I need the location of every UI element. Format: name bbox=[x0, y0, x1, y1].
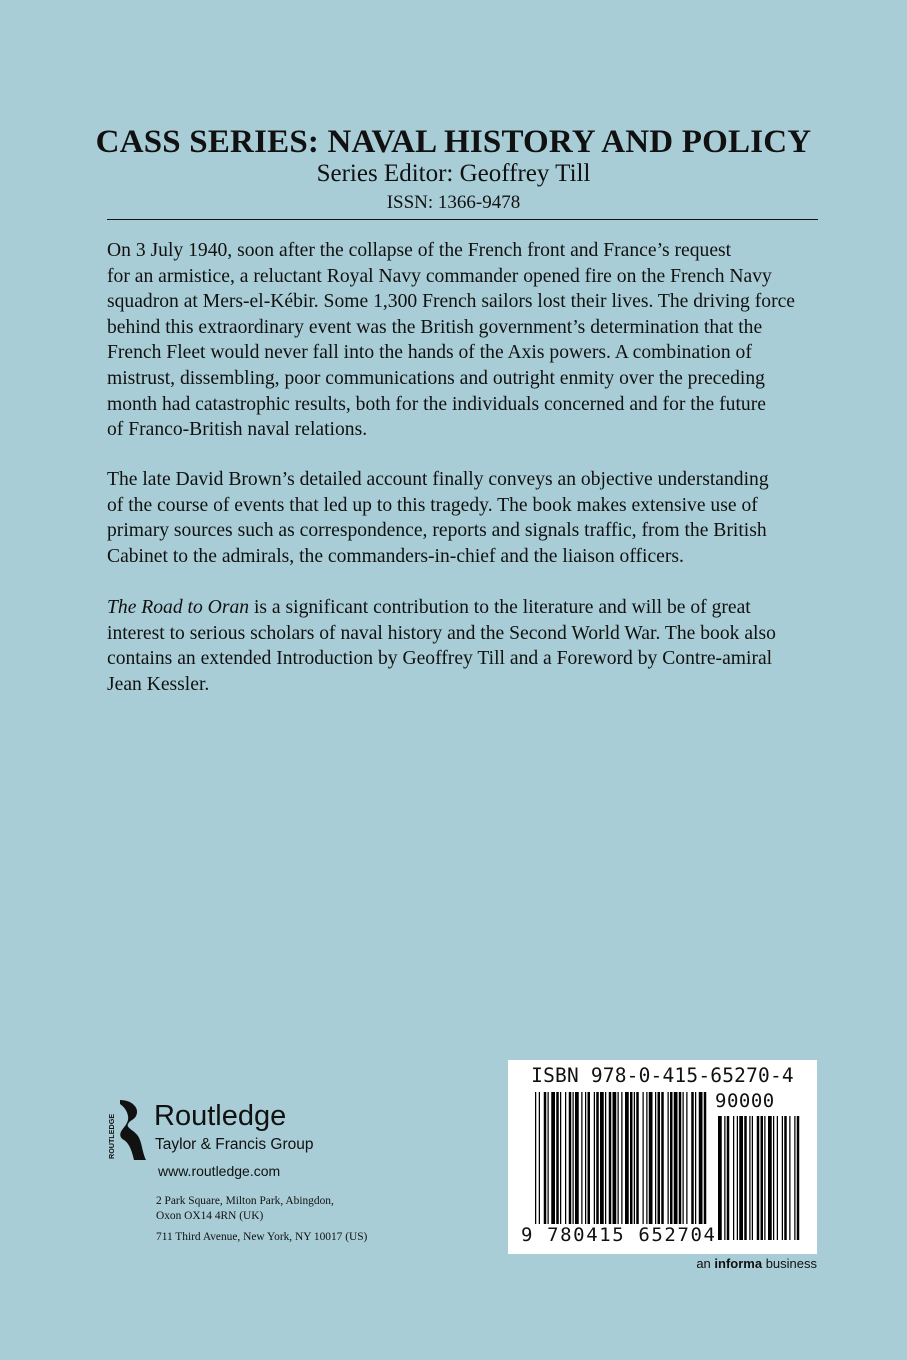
blurb-paragraph-2 bbox=[107, 467, 827, 569]
barcode-bar bbox=[621, 1092, 622, 1242]
barcode-bar bbox=[695, 1092, 696, 1226]
barcode-bar bbox=[737, 1116, 738, 1240]
barcode-bar bbox=[634, 1092, 635, 1226]
barcode-bar bbox=[752, 1116, 753, 1240]
barcode-bar bbox=[782, 1116, 783, 1240]
barcode-bar bbox=[625, 1092, 629, 1226]
barcode-bar bbox=[739, 1116, 743, 1240]
barcode-bar bbox=[789, 1116, 790, 1240]
barcode-digits: 9 780415 652704 bbox=[521, 1224, 717, 1246]
barcode-bar bbox=[768, 1116, 772, 1240]
barcode-bar bbox=[605, 1092, 606, 1226]
barcode-bar bbox=[661, 1092, 664, 1226]
barcode-bar bbox=[773, 1116, 774, 1240]
barcode-bar bbox=[658, 1092, 661, 1226]
barcode-bar bbox=[794, 1116, 795, 1240]
barcode-bar bbox=[668, 1092, 669, 1226]
barcode-bar bbox=[569, 1092, 572, 1226]
barcode-bar bbox=[744, 1116, 747, 1240]
barcode-bar bbox=[733, 1116, 734, 1240]
blurb-paragraph-3 bbox=[107, 595, 827, 697]
series-editor: Series Editor: Geoffrey Till bbox=[316, 160, 591, 187]
barcode-bar bbox=[718, 1116, 722, 1240]
blurb-line: primary sources such as correspondence, reports and signals traffic, from the British bbox=[107, 520, 767, 542]
barcode-bar bbox=[683, 1092, 684, 1226]
barcode-bar bbox=[686, 1092, 687, 1226]
publisher-address-us: 711 Third Avenue, New York, NY 10017 (US) bbox=[156, 1231, 368, 1243]
barcode-bar bbox=[575, 1092, 579, 1226]
publisher-name: Routledge bbox=[154, 1100, 287, 1132]
blurb-line: of the course of events that led up to this tragedy. The book makes extensive use of bbox=[107, 494, 758, 516]
barcode-bar bbox=[727, 1116, 730, 1240]
publisher-group: Taylor & Francis Group bbox=[155, 1136, 314, 1153]
blurb-line-text: is a significant contribution to the literature and will be of great bbox=[249, 597, 751, 618]
blurb-line: Cabinet to the admirals, the commanders-in-chief and the liaison officers. bbox=[107, 545, 684, 567]
blurb-line: behind this extraordinary event was the British government’s determination that the bbox=[107, 316, 763, 338]
barcode-bar bbox=[594, 1092, 595, 1226]
isbn-label: ISBN 978-0-415-65270-4 bbox=[531, 1064, 794, 1087]
barcode-bar bbox=[636, 1092, 639, 1226]
barcode-bar bbox=[704, 1092, 707, 1242]
blurb-line: mistrust, dissembling, poor communications and outright enmity over the preceding bbox=[107, 367, 765, 389]
blurb-paragraph-1 bbox=[107, 238, 827, 443]
barcode-bar bbox=[724, 1116, 725, 1240]
barcode-bar bbox=[588, 1092, 591, 1226]
blurb-line: contains an extended Introduction by Geoffrey Till and a Foreword by Contre-amiral bbox=[107, 648, 773, 670]
barcode-bar bbox=[613, 1092, 617, 1226]
barcode-bar bbox=[581, 1092, 582, 1226]
header-divider bbox=[107, 219, 818, 220]
barcode-bar bbox=[749, 1116, 750, 1240]
barcode-bar bbox=[556, 1092, 559, 1226]
blurb-line: French Fleet would never fall into the hands of the Axis powers. A combination of bbox=[107, 342, 752, 364]
publisher-address-uk bbox=[156, 1194, 334, 1224]
series-issn: ISSN: 1366-9478 bbox=[386, 192, 521, 213]
blurb-line: squadron at Mers-el-Kébir. Some 1,300 French sailors lost their lives. The driving force bbox=[107, 291, 795, 313]
blurb-line: of Franco-British naval relations. bbox=[107, 419, 368, 441]
barcode-bar bbox=[797, 1116, 800, 1240]
barcode-bar bbox=[573, 1092, 574, 1226]
barcode-bar bbox=[539, 1092, 540, 1242]
barcode-bar bbox=[600, 1092, 604, 1226]
barcode-bar bbox=[674, 1092, 678, 1226]
barcode-bar bbox=[535, 1092, 536, 1242]
barcode-bar bbox=[699, 1092, 703, 1226]
book-title: The Road to Oran bbox=[107, 597, 250, 618]
informa-brand: informa bbox=[714, 1256, 763, 1271]
routledge-logo-icon bbox=[104, 1098, 148, 1162]
logo-vertical-text: ROUTLEDGE bbox=[107, 1113, 116, 1159]
informa-tagline bbox=[696, 1256, 817, 1271]
isbn-barcode bbox=[508, 1060, 817, 1254]
blurb-line bbox=[107, 595, 827, 621]
address-line: 2 Park Square, Milton Park, Abingdon, bbox=[156, 1195, 334, 1207]
series-title: CASS SERIES: NAVAL HISTORY AND POLICY bbox=[95, 124, 812, 160]
blurb-line: interest to serious scholars of naval history and the Second World War. The book also bbox=[107, 622, 776, 644]
barcode-bar bbox=[585, 1092, 586, 1226]
price-code: 90000 bbox=[715, 1090, 775, 1112]
barcode-bar bbox=[757, 1116, 760, 1240]
blurb-line: month had catastrophic results, both for the individuals concerned and for the future bbox=[107, 393, 766, 415]
tagline-prefix: an bbox=[696, 1256, 715, 1271]
barcode-bar bbox=[777, 1116, 778, 1240]
barcode-bar bbox=[618, 1092, 619, 1242]
barcode-bar bbox=[784, 1116, 787, 1240]
publisher-website[interactable]: www.routledge.com bbox=[158, 1163, 281, 1179]
barcode-bar bbox=[764, 1116, 765, 1240]
tagline-suffix: business bbox=[762, 1256, 817, 1271]
barcode-bar bbox=[646, 1092, 647, 1226]
barcode-bar bbox=[544, 1092, 547, 1226]
barcode-bar bbox=[649, 1092, 653, 1226]
barcode-bar bbox=[560, 1092, 561, 1226]
barcode-bar bbox=[565, 1092, 566, 1226]
address-line: Oxon OX14 4RN (UK) bbox=[156, 1210, 264, 1222]
blurb-line: The late David Brown’s detailed account finally conveys an objective understanding bbox=[107, 469, 769, 490]
blurb-line: Jean Kessler. bbox=[107, 673, 210, 695]
barcode-bar bbox=[679, 1092, 682, 1226]
barcode-bar bbox=[691, 1092, 694, 1226]
barcode-bar bbox=[643, 1092, 644, 1226]
barcode-bar bbox=[670, 1092, 673, 1226]
barcode-bar bbox=[596, 1092, 599, 1226]
barcode-bar bbox=[630, 1092, 633, 1226]
barcode-bar bbox=[548, 1092, 549, 1226]
barcode-bar bbox=[655, 1092, 656, 1226]
barcode-bar bbox=[551, 1092, 555, 1226]
barcode-bar bbox=[761, 1116, 764, 1240]
blurb-line: On 3 July 1940, soon after the collapse of the French front and France’s request bbox=[107, 240, 732, 261]
blurb-line: for an armistice, a reluctant Royal Navy commander opened fire on the French Navy bbox=[107, 265, 772, 287]
barcode-bar bbox=[609, 1092, 612, 1226]
